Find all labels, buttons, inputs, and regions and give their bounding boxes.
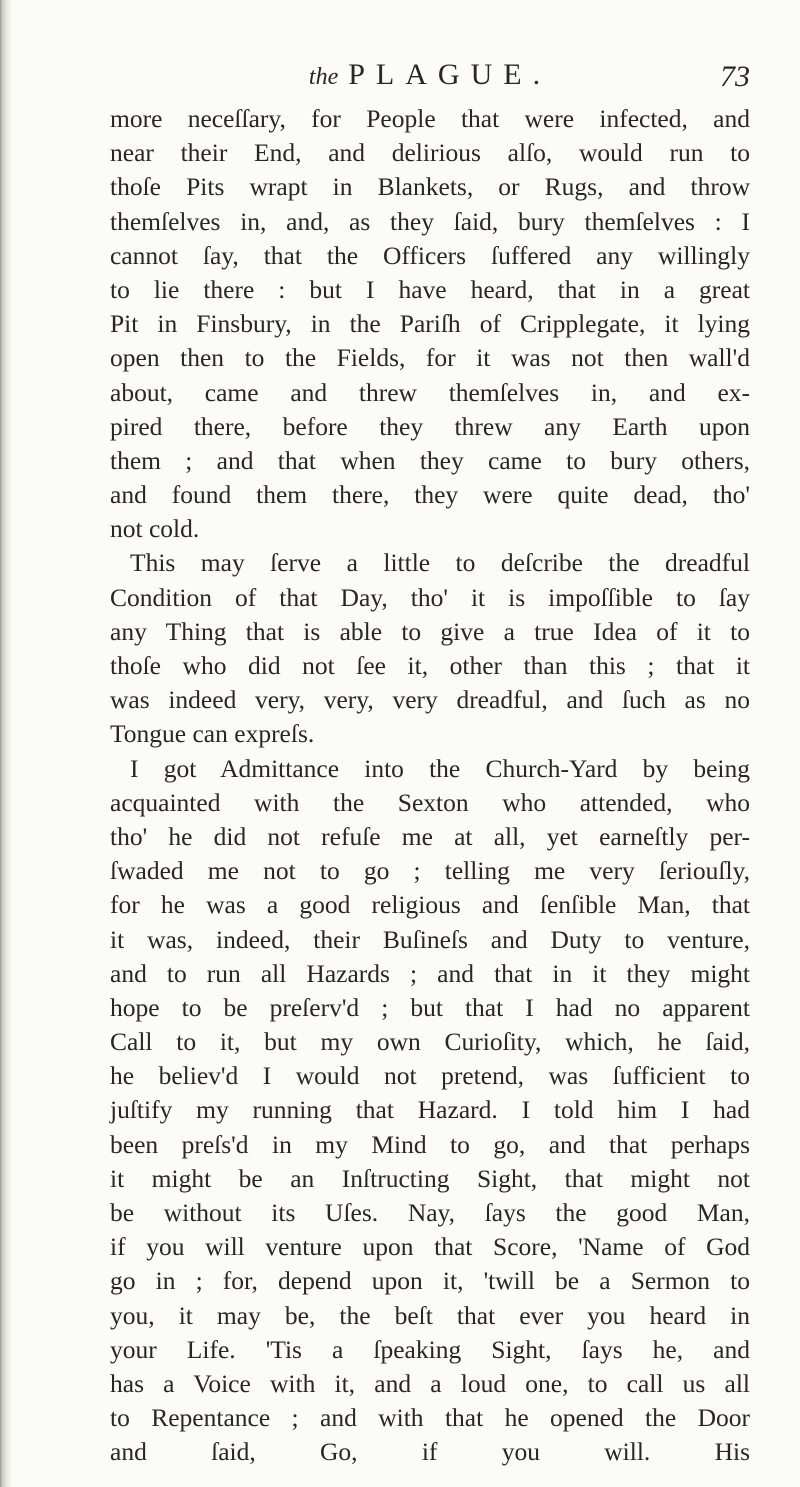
text-line: any Thing that is able to give a true Idea of it to [110, 616, 750, 646]
text-line: near their End, and delirious alſo, would run to [110, 138, 750, 168]
text-line: has a Voice with it, and a loud one, to call us all [110, 1368, 750, 1398]
text-line: thoſe Pits wrapt in Blankets, or Rugs, and throw [110, 172, 750, 202]
text-line: go in ; for, depend upon it, 'twill be a Sermon to [110, 1266, 750, 1296]
running-head-title: PLAGUE. [348, 58, 552, 91]
running-head [110, 58, 750, 102]
text-line: and ſaid, Go, if you will. His [110, 1437, 750, 1467]
text-line: it was, indeed, their Buſineſs and Duty to venture, [110, 924, 750, 954]
text-line: to Repentance ; and with that he opened the Door [110, 1403, 750, 1433]
text-line: if you will venture upon that Score, 'Name of God [110, 1232, 750, 1262]
text-line: tho' he did not refuſe me at all, yet earneſtly per- [110, 821, 750, 851]
text-line: them ; and that when they came to bury others, [110, 445, 750, 475]
text-line: Condition of that Day, tho' it is impoſſible to ſay [110, 582, 750, 612]
text-line: you, it may be, the beſt that ever you heard in [110, 1300, 750, 1330]
text-line: acquainted with the Sexton who attended, who [110, 787, 750, 817]
text-line: and found them there, they were quite dead, tho' [110, 480, 750, 510]
text-line: juſtify my running that Hazard. I told him I had [110, 1095, 750, 1125]
text-line: open then to the Fields, for it was not then wall'd [110, 343, 750, 373]
text-line: be without its Uſes. Nay, ſays the good Man, [110, 1198, 750, 1227]
text-line: more neceſſary, for People that were infected, and [110, 104, 750, 133]
text-line: pired there, before they threw any Earth upon [110, 411, 750, 441]
text-line: themſelves in, and, as they ſaid, bury themſelves : I [110, 206, 750, 236]
text-line: Call to it, but my own Curioſity, which, he ſaid, [110, 1027, 750, 1057]
running-head-prefix: the [308, 64, 339, 90]
book-page [110, 58, 750, 1470]
text-line: your Life. 'Tis a ſpeaking Sight, ſays he, and [110, 1334, 750, 1364]
body-text [110, 102, 750, 1470]
text-line: was indeed very, very, very dreadful, and ſuch as no [110, 685, 750, 715]
text-line: This may ſerve a little to deſcribe the dreadful [130, 548, 750, 578]
text-line: I got Admittance into the Church-Yard by being [130, 753, 750, 783]
text-line: and to run all Hazards ; and that in it they might [110, 958, 750, 988]
text-line: thoſe who did not ſee it, other than this ; that it [110, 651, 750, 680]
text-line: it might be an Inſtructing Sight, that might not [110, 1163, 750, 1193]
text-line: ſwaded me not to go ; telling me very ſeriouſly, [110, 856, 750, 886]
text-line: for he was a good religious and ſenſible Man, that [110, 890, 750, 920]
text-line: not cold. [110, 514, 200, 544]
text-line: to lie there : but I have heard, that in a great [110, 274, 750, 304]
text-line: about, came and threw themſelves in, and ex- [110, 377, 750, 407]
binding-gutter [0, 0, 12, 1487]
page-number: 73 [720, 60, 750, 93]
text-line: he believ'd I would not pretend, was ſufficient to [110, 1061, 750, 1091]
text-line: Tongue can expreſs. [110, 719, 315, 749]
text-line: cannot ſay, that the Officers ſuffered any willingly [110, 240, 750, 270]
text-line: been preſs'd in my Mind to go, and that perhaps [110, 1129, 750, 1159]
text-line: hope to be preſerv'd ; but that I had no apparent [110, 992, 750, 1022]
text-line: Pit in Finsbury, in the Pariſh of Cripplegate, it lying [110, 309, 750, 339]
